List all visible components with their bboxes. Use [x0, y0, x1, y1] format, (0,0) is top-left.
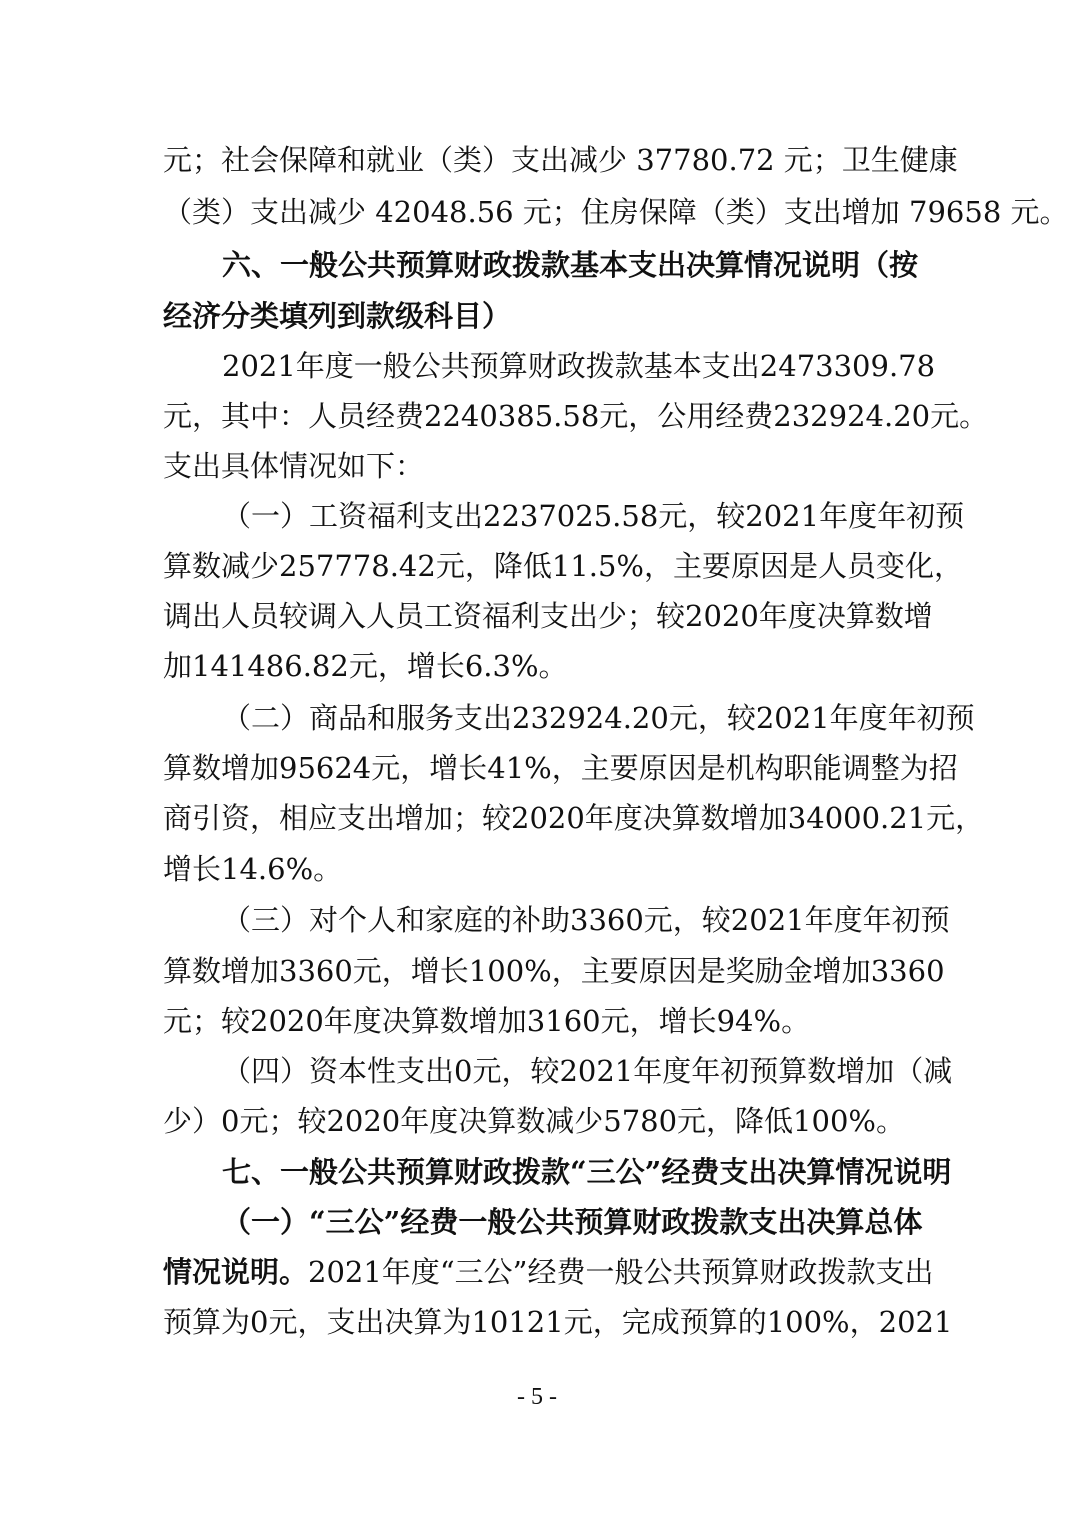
text-line: 少）0元；较2020年度决算数减少5780元，降低100%。 — [163, 1104, 905, 1138]
text-line: （二）商品和服务支出232924.20元，较2021年度年初预 — [222, 701, 975, 735]
page-number: - 5 - — [517, 1384, 557, 1410]
section-heading: 七、一般公共预算财政拨款“三公”经费支出决算情况说明 — [222, 1155, 952, 1189]
section-heading: 经济分类填列到款级科目） — [163, 299, 512, 333]
text-line: 加141486.82元，增长6.3%。 — [163, 649, 568, 683]
text-line — [163, 1246, 934, 1298]
text-line: 预算为0元，支出决算为10121元，完成预算的100%，2021 — [163, 1305, 953, 1339]
text-line: 调出人员较调入人员工资福利支出少；较2020年度决算数增 — [163, 599, 933, 633]
text-line: 算数增加95624元，增长41%，主要原因是机构职能调整为招 — [163, 751, 958, 785]
text-line: 元；社会保障和就业（类）支出减少 37780.72 元；卫生健康 — [163, 143, 958, 177]
text-line: 增长14.6%。 — [163, 852, 343, 886]
text-line: 商引资，相应支出增加；较2020年度决算数增加34000.21元， — [163, 801, 985, 835]
text-line: （一）工资福利支出2237025.58元，较2021年度年初预 — [222, 499, 965, 533]
section-heading: 六、一般公共预算财政拨款基本支出决算情况说明（按 — [222, 248, 919, 282]
text-line: （类）支出减少 42048.56 元；住房保障（类）支出增加 79658 元。 — [163, 195, 1069, 229]
text-line: 算数减少257778.42元，降低11.5%，主要原因是人员变化， — [163, 549, 963, 583]
text-line: 算数增加3360元，增长100%，主要原因是奖励金增加3360 — [163, 954, 945, 988]
text-line: 元；较2020年度决算数增加3160元，增长94%。 — [163, 1004, 811, 1038]
text-line: 支出具体情况如下： — [163, 449, 425, 483]
text-line: （四）资本性支出0元，较2021年度年初预算数增加（减 — [222, 1054, 953, 1088]
text-line: 元，其中：人员经费2240385.58元，公用经费232924.20元。 — [163, 399, 989, 433]
text-span: 2021年度“三公”经费一般公共预算财政拨款支出 — [308, 1255, 934, 1289]
subsection-heading: （一）“三公”经费一般公共预算财政拨款支出决算总体 — [222, 1205, 923, 1239]
text-line: 2021年度一般公共预算财政拨款基本支出2473309.78 — [222, 349, 936, 383]
text-line: （三）对个人和家庭的补助3360元，较2021年度年初预 — [222, 903, 950, 937]
subsection-heading-continued: 情况说明。 — [163, 1255, 309, 1289]
